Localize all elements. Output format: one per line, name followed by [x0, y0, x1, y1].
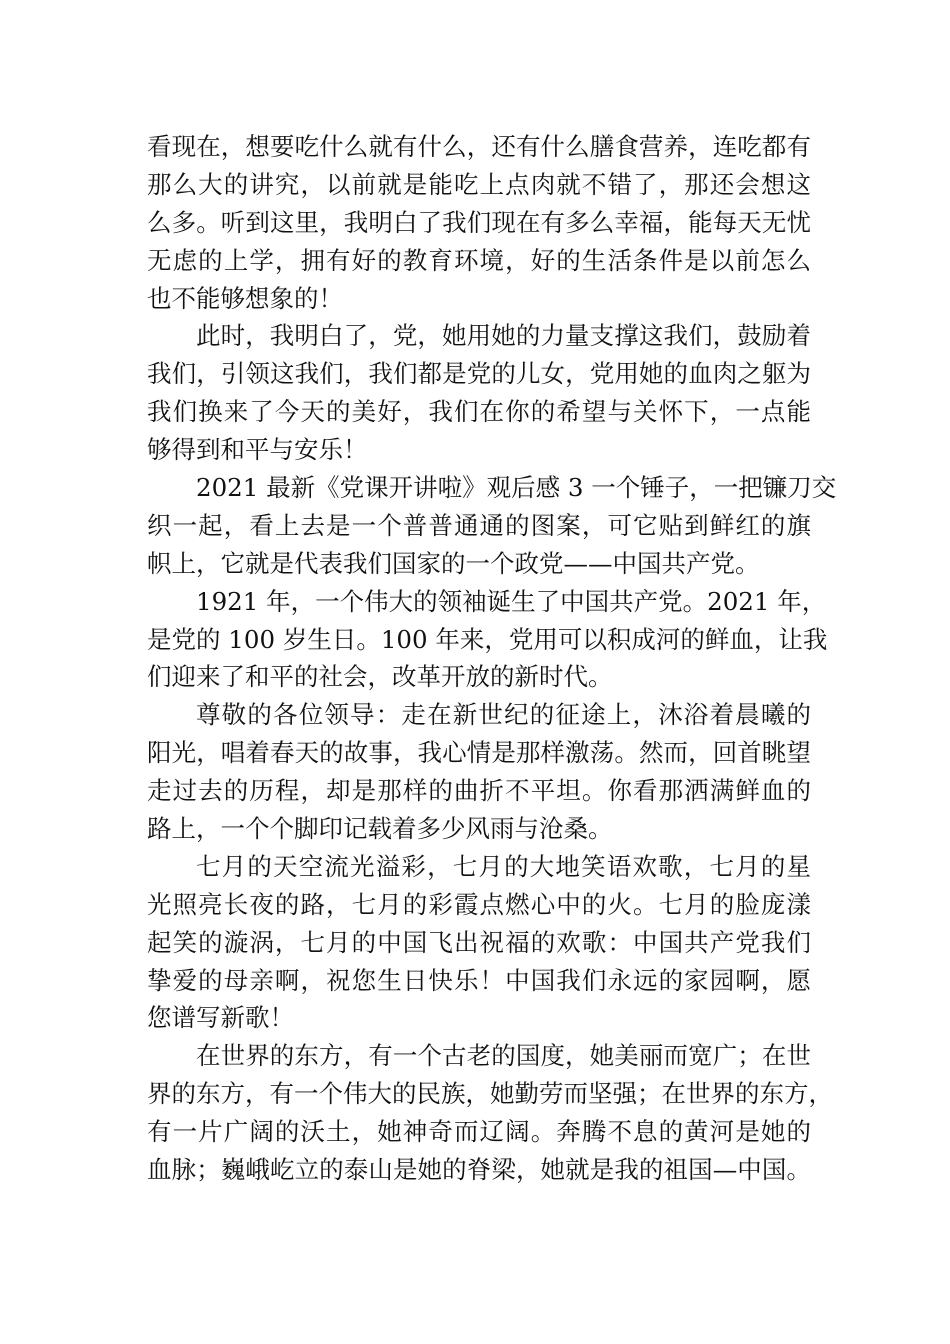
text-line: 挚爱的母亲啊，祝您生日快乐！中国我们永远的家园啊，愿 — [147, 965, 811, 995]
text-line: 们迎来了和平的社会，改革开放的新时代。 — [147, 662, 613, 692]
text-line: 是党的 100 岁生日。100 年来，党用可以积成河的鲜血，让我 — [147, 624, 828, 654]
text-line: 您谱写新歌！ — [147, 1003, 294, 1033]
paragraph-first-line: 2021 最新《党课开讲啦》观后感 3 一个锤子，一把镰刀交 — [196, 473, 837, 503]
text-line: 我们换来了今天的美好，我们在你的希望与关怀下，一点能 — [147, 397, 811, 427]
text-line: 看现在，想要吃什么就有什么，还有什么膳食营养，连吃都有 — [147, 132, 811, 161]
text-line: 起笑的漩涡，七月的中国飞出祝福的欢歌：中国共产党我们 — [147, 927, 811, 957]
paragraph-first-line: 七月的天空流光溢彩，七月的大地笑语欢歌，七月的星 — [196, 851, 811, 881]
paragraph-first-line: 在世界的东方，有一个古老的国度，她美丽而宽广；在世 — [196, 1041, 811, 1071]
paragraph-first-line: 尊敬的各位领导：走在新世纪的征途上，沐浴着晨曦的 — [196, 700, 811, 730]
text-line: 血脉；巍峨屹立的泰山是她的脊梁，她就是我的祖国—中国。 — [147, 1155, 811, 1185]
text-line: 织一起，看上去是一个普普通通的图案，可它贴到鲜红的旗 — [147, 510, 811, 540]
text-line: 有一片广阔的沃土，她神奇而辽阔。奔腾不息的黄河是她的 — [147, 1117, 811, 1147]
paragraph-first-line: 1921 年，一个伟大的领袖诞生了中国共产党。2021 年， — [196, 586, 827, 616]
paragraph-first-line: 此时，我明白了，党，她用她的力量支撑这我们，鼓励着 — [196, 321, 811, 351]
text-line: 无虑的上学，拥有好的教育环境，好的生活条件是以前怎么 — [147, 245, 811, 275]
text-line: 也不能够想象的！ — [147, 283, 343, 313]
text-line: 光照亮长夜的路，七月的彩霞点燃心中的火。七月的脸庞漾 — [147, 889, 811, 919]
text-line: 走过去的历程，却是那样的曲折不平坦。你看那洒满鲜血的 — [147, 776, 811, 806]
document-body — [147, 128, 837, 1189]
text-line: 那么大的讲究，以前就是能吃上点肉就不错了，那还会想这 — [147, 169, 811, 199]
text-line: 界的东方，有一个伟大的民族，她勤劳而坚强；在世界的东方， — [147, 1079, 833, 1109]
text-line: 路上，一个个脚印记载着多少风雨与沧桑。 — [147, 814, 613, 844]
text-line: 我们，引领这我们，我们都是党的儿女，党用她的血肉之躯为 — [147, 359, 811, 389]
text-line: 够得到和平与安乐！ — [147, 435, 368, 465]
text-line: 阳光，唱着春天的故事，我心情是那样激荡。然而，回首眺望 — [147, 738, 811, 768]
text-line: 么多。听到这里，我明白了我们现在有多么幸福，能每天无忧 — [147, 207, 811, 237]
text-line: 帜上，它就是代表我们国家的一个政党——中国共产党。 — [147, 548, 760, 578]
